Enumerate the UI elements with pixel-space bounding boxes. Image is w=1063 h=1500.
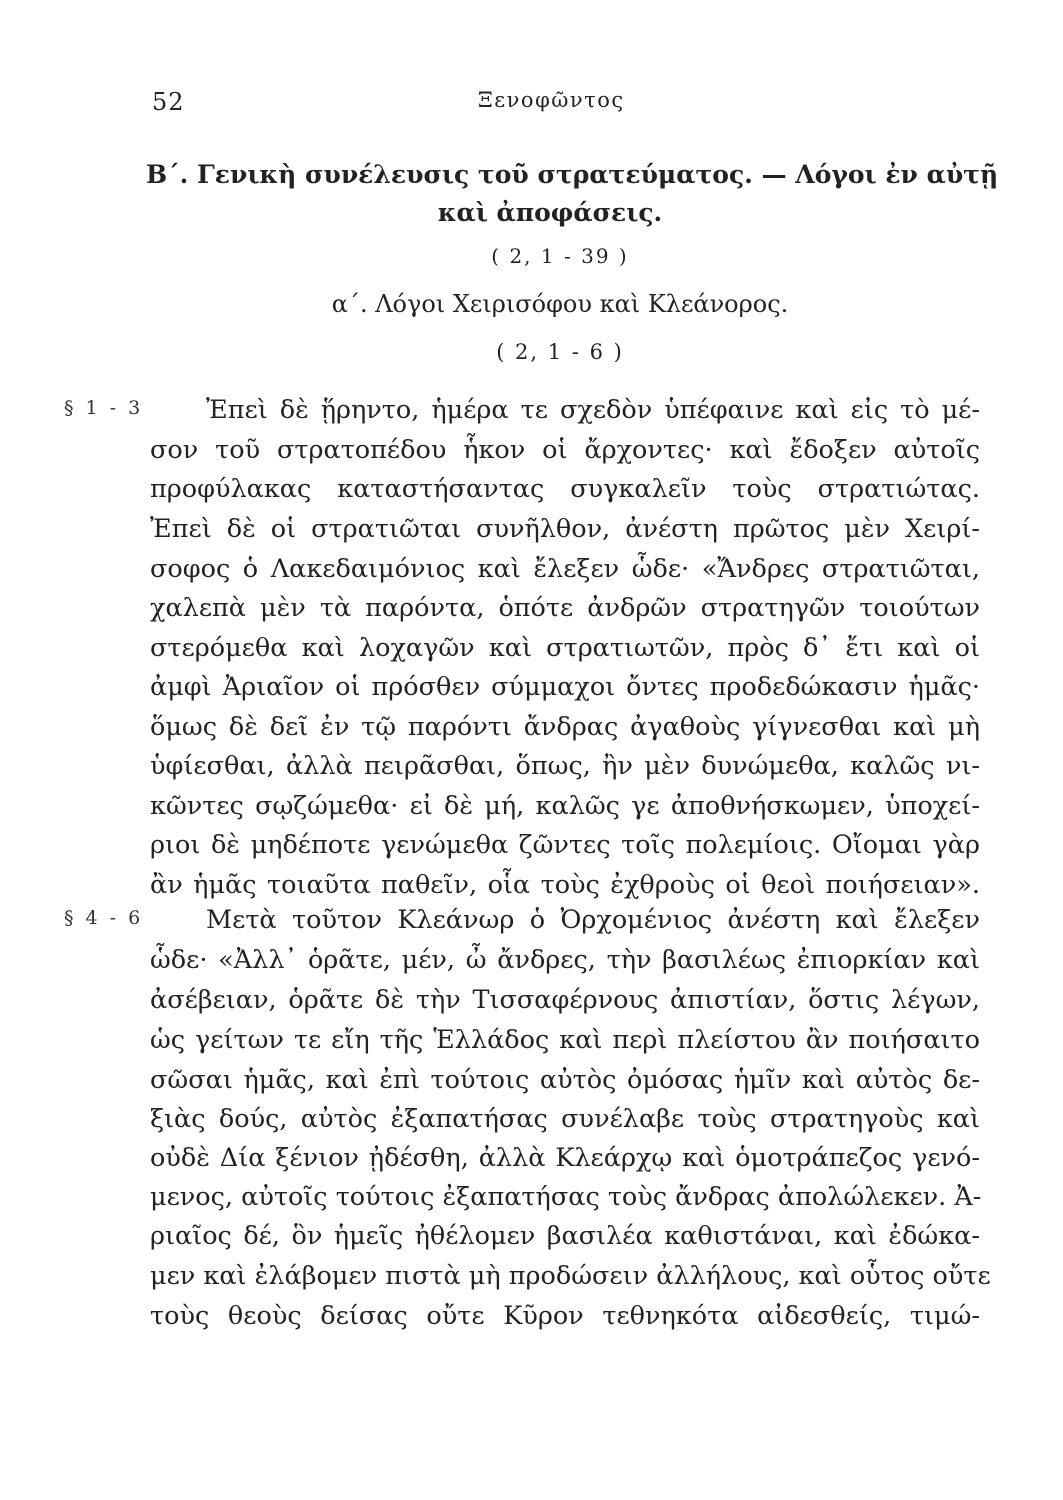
page-number: 52: [152, 88, 185, 116]
text-line: ὡς γείτων τε εἴη τῆς Ἑλλάδος καὶ περὶ πλείστου ἂν ποιήσαιτο: [150, 1025, 980, 1055]
text-line: μεν καὶ ἐλάβομεν πιστὰ μὴ προδώσειν ἀλλήλους, καὶ οὗτος οὔτε: [150, 1261, 991, 1291]
text-line: ὅμως δὲ δεῖ ἐν τῷ παρόντι ἄνδρας ἀγαθοὺς γίγνεσθαι καὶ μὴ: [150, 712, 980, 742]
text-line: ἀσέβειαν, ὁρᾶτε δὲ τὴν Τισσαφέρνους ἀπιστίαν, ὅστις λέγων,: [150, 985, 980, 1015]
text-line: μενος, αὐτοῖς τούτοις ἐξαπατήσας τοὺς ἄνδρας ἀπολώλεκεν. Ἀ-: [150, 1182, 982, 1212]
text-line: ὧδε· «Ἀλλ᾽ ὁρᾶτε, μέν, ὦ ἄνδρες, τὴν βασιλέως ἐπιορκίαν καὶ: [150, 945, 980, 975]
margin-reference-1: § 1 - 3: [64, 397, 144, 419]
text-line: ριοι δὲ μηδέποτε γενώμεθα ζῶντες τοῖς πολεμίοις. Οἴομαι γὰρ: [150, 830, 980, 860]
text-line: Ἐπεὶ δὲ ᾕρηντο, ἡμέρα τε σχεδὸν ὑπέφαινε καὶ εἰς τὸ μέ-: [206, 395, 980, 425]
text-line: σοφος ὁ Λακεδαιμόνιος καὶ ἔλεξεν ὧδε· «Ἄνδρες στρατιῶται,: [150, 554, 980, 584]
text-line: Μετὰ τοῦτον Κλεάνωρ ὁ Ὀρχομένιος ἀνέστη καὶ ἔλεξεν: [206, 905, 980, 935]
text-line: Ἐπεὶ δὲ οἱ στρατιῶται συνῆλθον, ἀνέστη πρῶτος μὲν Χειρί-: [150, 514, 980, 544]
running-title: Ξενοφῶντος: [478, 88, 625, 112]
text-line: στερόμεθα καὶ λοχαγῶν καὶ στρατιωτῶν, πρὸς δ᾽ ἔτι καὶ οἱ: [150, 633, 980, 663]
section-reference: ( 2, 1 - 39 ): [491, 244, 629, 268]
text-line: ὑφίεσθαι, ἀλλὰ πειρᾶσθαι, ὅπως, ἢν μὲν δυνώμεθα, καλῶς νι-: [150, 751, 980, 781]
text-line: ξιὰς δούς, αὐτὸς ἐξαπατήσας συνέλαβε τοὺς στρατηγοὺς καὶ: [150, 1104, 980, 1134]
text-line: ἂν ἡμᾶς τοιαῦτα παθεῖν, οἷα τοὺς ἐχθροὺς οἱ θεοὶ ποιήσειαν».: [150, 870, 980, 900]
text-line: ἀμφὶ Ἀριαῖον οἱ πρόσθεν σύμμαχοι ὄντες προδεδώκασιν ἡμᾶς·: [150, 672, 980, 702]
text-line: κῶντες σῳζώμεθα· εἰ δὲ μή, καλῶς γε ἀποθνήσκωμεν, ὑποχεί-: [150, 791, 980, 821]
text-line: ριαῖος δέ, ὃν ἡμεῖς ἠθέλομεν βασιλέα καθιστάναι, καὶ ἐδώκα-: [150, 1221, 980, 1251]
section-heading: [140, 156, 1000, 232]
text-line: τοὺς θεοὺς δείσας οὔτε Κῦρον τεθνηκότα αἰδεσθείς, τιμώ-: [150, 1301, 980, 1331]
margin-reference-2: § 4 - 6: [64, 907, 144, 929]
text-line: σῶσαι ἡμᾶς, καὶ ἐπὶ τούτοις αὐτὸς ὀμόσας ἡμῖν καὶ αὐτὸς δε-: [150, 1065, 980, 1095]
text-line: χαλεπὰ μὲν τὰ παρόντα, ὁπότε ἀνδρῶν στρατηγῶν τοιούτων: [150, 593, 980, 623]
text-line: προφύλακας καταστήσαντας συγκαλεῖν τοὺς στρατιώτας.: [150, 474, 980, 504]
text-line: σον τοῦ στρατοπέδου ἧκον οἱ ἄρχοντες· καὶ ἔδοξεν αὐτοῖς: [150, 435, 980, 465]
text-line: οὐδὲ Δία ξένιον ᾐδέσθη, ἀλλὰ Κλεάρχῳ καὶ ὁμοτράπεζος γενό-: [150, 1143, 980, 1173]
subsection-reference: ( 2, 1 - 6 ): [496, 340, 624, 364]
section-heading-line-2: καὶ ἀποφάσεις.: [437, 198, 663, 227]
section-heading-line-1: Β΄. Γενικὴ συνέλευσις τοῦ στρατεύματος. — Λόγοι ἐν αὐτῇ: [146, 160, 999, 189]
subsection-title: α΄. Λόγοι Χειρισόφου καὶ Κλεάνορος.: [331, 290, 789, 318]
